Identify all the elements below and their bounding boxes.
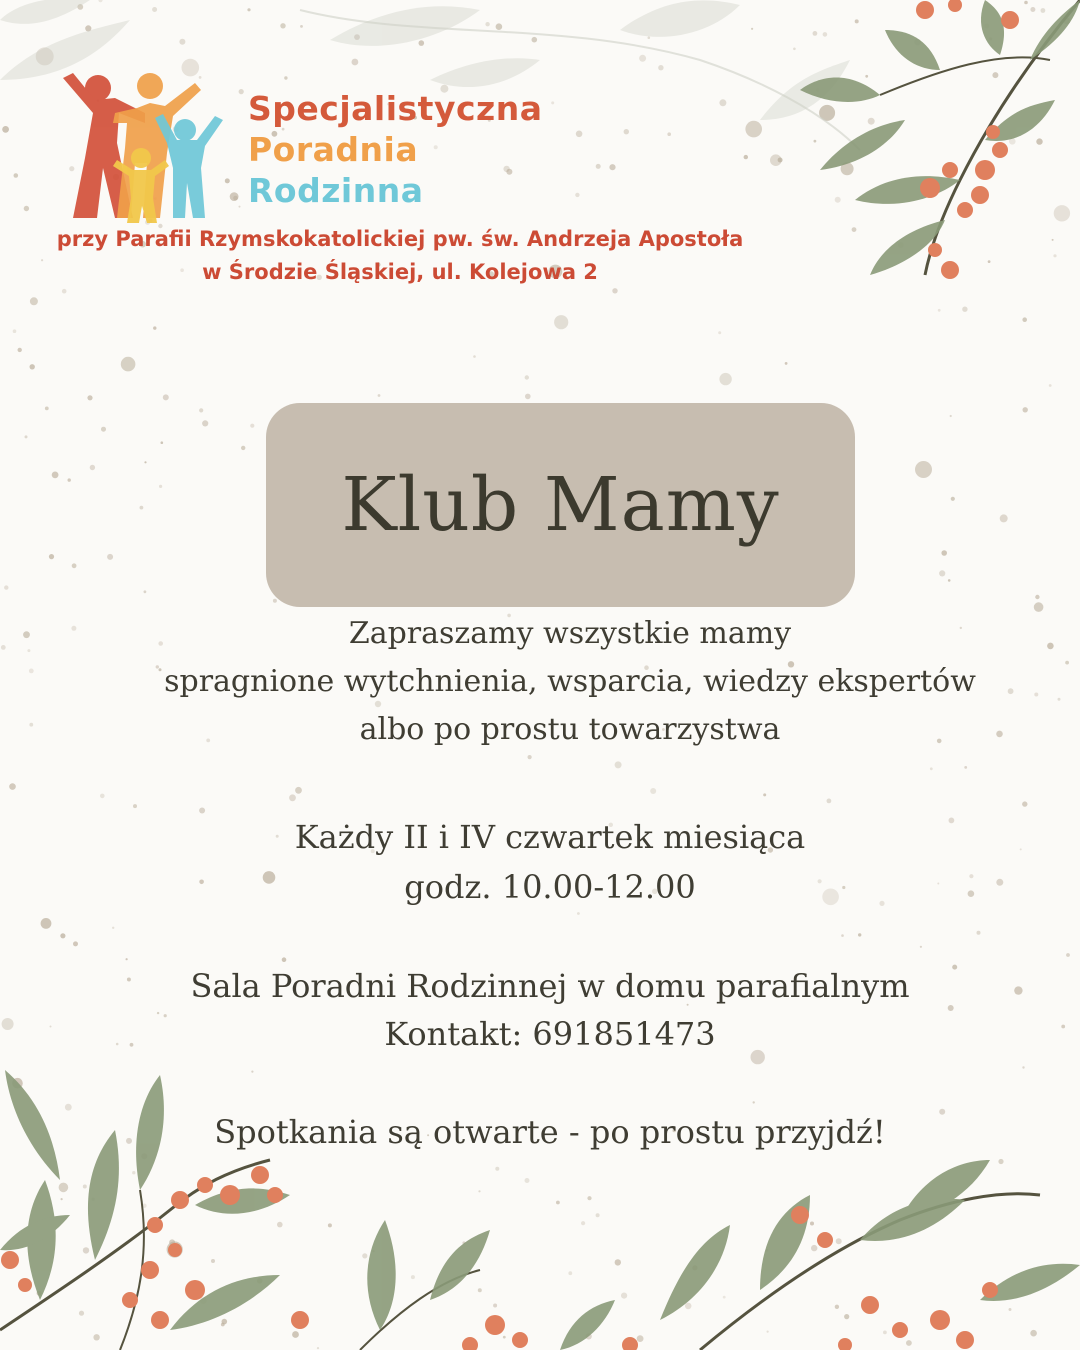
intro-line-2: spragnione wytchnienia, wsparcia, wiedzy ekspertów [164,664,976,699]
splatter-dot [844,1314,849,1319]
splatter-dot [29,723,33,727]
splatter-dot [763,793,766,796]
splatter-dot [667,132,671,136]
splatter-dot [30,297,38,305]
splatter-dot [920,946,922,948]
splatter-dot [1035,595,1039,599]
splatter-dot [239,206,241,208]
splatter-dot [1041,8,1046,13]
splatter-dot [658,65,663,70]
splatter-dot [211,1259,215,1263]
splatter-dot [83,1247,89,1253]
splatter-dot [107,554,113,560]
splatter-dot [68,478,71,481]
splatter-dot [556,1201,560,1205]
splatter-dot [478,1190,480,1192]
splatter-dot [858,933,861,936]
splatter-dot [79,1311,84,1316]
splatter-dot [532,37,538,43]
splatter-dot [836,1238,842,1244]
splatter-dot [280,23,285,28]
splatter-dot [133,804,137,808]
splatter-dot [29,669,34,674]
splatter-dot [152,7,157,12]
splatter-dot [1024,1,1028,5]
splatter-dot [793,48,796,51]
splatter-dot [525,394,531,400]
splatter-dot [718,331,721,334]
splatter-dot [273,599,277,603]
title-box [266,403,855,607]
intro-text [90,610,1050,754]
splatter-dot [503,1336,506,1339]
splatter-dot [289,794,296,801]
splatter-dot [41,918,52,929]
splatter-dot [525,375,529,379]
splatter-dot [126,958,128,960]
splatter-dot [744,155,748,159]
family-figures-icon [55,68,235,228]
splatter-dot [13,329,17,333]
splatter-dot [52,472,59,479]
closing-text: Spotkania są otwarte - po prostu przyjdź! [214,1113,886,1151]
splatter-dot [719,373,731,385]
splatter-dot [938,309,941,312]
splatter-dot [72,563,77,568]
splatter-dot [581,1221,585,1225]
splatter-dot [637,1335,644,1342]
splatter-dot [199,408,203,412]
splatter-dot [554,315,568,329]
splatter-dot [71,626,76,631]
contact-phone: Kontakt: 691851473 [384,1015,716,1053]
splatter-dot [639,55,646,62]
splatter-dot [915,461,932,478]
splatter-dot [1009,1308,1012,1311]
intro-line-1: Zapraszamy wszystkie mamy [348,616,792,651]
splatter-dot [615,761,622,768]
splatter-dot [811,1245,817,1251]
splatter-dot [59,1183,69,1193]
splatter-dot [568,1271,572,1275]
splatter-dot [378,394,381,397]
splatter-dot [930,767,933,770]
splatter-dot [4,585,8,589]
splatter-dot [179,39,185,45]
splatter-dot [865,75,868,78]
splatter-dot [485,22,489,26]
splatter-dot [577,912,580,915]
splatter-dot [411,1275,415,1279]
splatter-dot [835,1305,839,1309]
splatter-dot [785,362,788,365]
splatter-dot [73,941,78,946]
parish-line-2: w Środzie Śląskiej, ul. Kolejowa 2 [202,260,598,284]
splatter-dot [493,1304,497,1308]
splatter-dot [159,485,162,488]
page-title: Klub Mamy [341,462,780,548]
splatter-dot [962,307,967,312]
schedule [30,812,1070,912]
brand-name [248,88,543,211]
splatter-dot [144,461,146,463]
splatter-dot [362,1253,367,1258]
splatter-dot [719,99,726,106]
splatter-dot [18,348,22,352]
splatter-dot [284,76,287,79]
splatter-dot [650,788,656,794]
splatter-dot [24,206,29,211]
splatter-dot [328,1223,332,1227]
brand-line-3: Rodzinna [248,171,424,210]
splatter-dot [250,424,254,428]
splatter-dot [1000,514,1008,522]
splatter-dot [87,395,92,400]
splatter-dot [98,0,102,2]
splatter-dot [25,435,28,438]
splatter-dot [835,197,841,203]
splatter-dot [1030,1330,1037,1337]
splatter-dot [1058,698,1061,701]
splatter-dot [823,32,828,37]
splatter-dot [1,645,6,650]
splatter-dot [90,465,95,470]
splatter-dot [551,101,554,104]
location [30,962,1070,1058]
splatter-dot [1030,7,1035,12]
splatter-dot [992,72,998,78]
splatter-dot [587,1196,591,1200]
splatter-dot [770,154,782,166]
splatter-dot [1036,138,1042,144]
splatter-dot [62,289,67,294]
splatter-dot [575,193,579,197]
splatter-dot [251,1071,253,1073]
splatter-dot [241,446,245,450]
splatter-dot [61,1198,63,1200]
splatter-dot [1054,205,1070,221]
brand-line-1: Specjalistyczna [248,89,543,128]
splatter-dot [685,1303,692,1310]
splatter-dot [239,89,244,94]
splatter-dot [1022,801,1027,806]
splatter-dot [977,931,981,935]
splatter-dot [163,394,169,400]
splatter-dot [473,355,476,358]
splatter-dot [496,23,503,30]
splatter-dot [883,1331,887,1335]
splatter-dot [1053,254,1056,257]
splatter-dot [352,59,359,66]
splatter-dot [419,40,425,46]
splatter-dot [83,1185,87,1189]
splatter-dot [988,260,991,263]
splatter-dot [621,1293,627,1299]
splatter-dot [2,126,9,133]
schedule-hours: godz. 10.00-12.00 [404,868,696,906]
splatter-dot [49,554,54,559]
leaf-branch-bottom-right-icon [360,1160,1080,1350]
splatter-dot [1022,1066,1024,1068]
splatter-dot [609,164,615,170]
splatter-dot [478,1288,482,1292]
splatter-dot [767,1331,769,1333]
splatter-dot [1022,317,1027,322]
splatter-dot [745,121,762,138]
splatter-dot [852,227,857,232]
splatter-dot [751,28,753,30]
splatter-dot [998,1159,1003,1164]
splatter-dot [247,8,250,11]
splatter-dot [14,173,19,178]
splatter-dot [2,1018,14,1030]
splatter-dot [596,1213,600,1217]
splatter-dot [841,934,844,937]
splatter-dot [576,131,583,138]
parish-address [0,223,800,289]
splatter-dot [60,933,65,938]
splatter-dot [964,766,967,769]
splatter-dot [950,415,952,417]
splatter-dot [45,407,49,411]
splatter-dot [100,794,105,799]
splatter-dot [1052,239,1054,241]
splatter-dot [101,427,106,432]
splatter-dot [144,590,147,593]
splatter-dot [814,140,817,143]
parish-line-1: przy Parafii Rzymskokatolickiej pw. św. Andrzeja Apostoła [56,227,744,251]
splatter-dot [596,164,601,169]
splatter-dot [30,364,35,369]
splatter-dot [1049,384,1052,387]
splatter-dot [9,783,16,790]
splatter-dot [906,1340,912,1346]
splatter-dot [23,631,30,638]
splatter-dot [528,755,532,759]
splatter-dot [648,36,651,39]
splatter-dot [948,579,951,582]
intro-line-3: albo po prostu towarzystwa [359,712,781,747]
splatter-dot [295,787,302,794]
splatter-dot [941,550,947,556]
splatter-dot [27,649,30,652]
splatter-dot [140,506,144,510]
splatter-dot [132,1171,135,1174]
splatter-dot [525,1178,530,1183]
splatter-dot [810,1222,814,1226]
splatter-dot [202,420,208,426]
splatter-dot [624,129,629,134]
splatter-dot [951,497,955,501]
splatter-dot [855,19,859,23]
splatter-dot [827,799,832,804]
splatter-dot [939,570,945,576]
splatter-dot [112,927,114,929]
splatter-dot [615,1259,621,1265]
splatter-dot [753,1101,755,1103]
location-place: Sala Poradni Rodzinnej w domu parafialnym [190,967,910,1005]
splatter-dot [300,25,303,28]
splatter-dot [161,441,164,444]
splatter-dot [1065,661,1069,665]
splatter-dot [121,357,136,372]
brand-line-2: Poradnia [248,130,419,169]
splatter-dot [1022,407,1027,412]
splatter-dot [813,31,818,36]
splatter-dot [292,1331,299,1338]
splatter-dot [723,1296,726,1299]
splatter-dot [221,1323,225,1327]
splatter-dot [1066,953,1070,957]
splatter-dot [93,1334,99,1340]
splatter-dot [153,326,156,329]
schedule-days: Każdy II i IV czwartek miesiąca [294,818,806,856]
splatter-dot [495,1167,499,1171]
splatter-dot [317,1347,319,1349]
splatter-dot [277,1222,283,1228]
splatter-dot [868,118,875,125]
